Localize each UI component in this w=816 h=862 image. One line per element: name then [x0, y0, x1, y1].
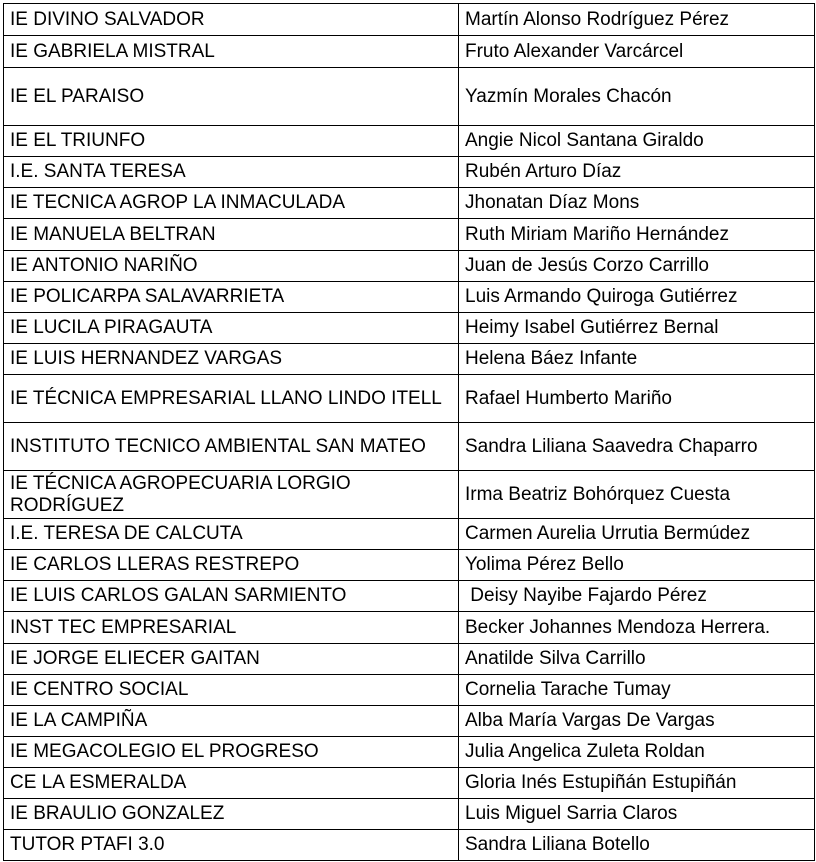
- table-row: [4, 375, 815, 423]
- person-cell: Heimy Isabel Gutiérrez Bernal: [459, 313, 815, 344]
- table-row: [4, 550, 815, 581]
- table-row: [4, 644, 815, 675]
- institution-cell: IE JORGE ELIECER GAITAN: [4, 644, 459, 675]
- institution-cell: IE DIVINO SALVADOR: [4, 4, 459, 36]
- person-cell: Sandra Liliana Saavedra Chaparro: [459, 423, 815, 471]
- assignment-table-body: [4, 4, 815, 861]
- institution-cell: IE POLICARPA SALAVARRIETA: [4, 282, 459, 313]
- institution-cell: IE TECNICA AGROP LA INMACULADA: [4, 188, 459, 219]
- person-cell: Gloria Inés Estupiñán Estupiñán: [459, 768, 815, 799]
- person-cell: Sandra Liliana Botello: [459, 830, 815, 861]
- person-cell: Yolima Pérez Bello: [459, 550, 815, 581]
- institution-cell: I.E. SANTA TERESA: [4, 157, 459, 188]
- person-cell: Alba María Vargas De Vargas: [459, 706, 815, 737]
- person-cell: Becker Johannes Mendoza Herrera.: [459, 612, 815, 644]
- table-row: [4, 612, 815, 644]
- table-row: [4, 581, 815, 612]
- institution-cell: INST TEC EMPRESARIAL: [4, 612, 459, 644]
- table-row: [4, 519, 815, 550]
- person-cell: Anatilde Silva Carrillo: [459, 644, 815, 675]
- institution-cell: IE CARLOS LLERAS RESTREPO: [4, 550, 459, 581]
- table-row: [4, 737, 815, 768]
- person-cell: Julia Angelica Zuleta Roldan: [459, 737, 815, 768]
- institution-cell: IE LUCILA PIRAGAUTA: [4, 313, 459, 344]
- institution-cell: IE CENTRO SOCIAL: [4, 675, 459, 706]
- person-cell: Irma Beatriz Bohórquez Cuesta: [459, 471, 815, 519]
- person-cell: Helena Báez Infante: [459, 344, 815, 375]
- institution-cell: IE LUIS HERNANDEZ VARGAS: [4, 344, 459, 375]
- institution-cell: IE GABRIELA MISTRAL: [4, 36, 459, 68]
- institution-cell: IE LUIS CARLOS GALAN SARMIENTO: [4, 581, 459, 612]
- person-cell: Fruto Alexander Varcárcel: [459, 36, 815, 68]
- table-row: [4, 4, 815, 36]
- institution-cell: IE EL TRIUNFO: [4, 126, 459, 157]
- person-cell: Angie Nicol Santana Giraldo: [459, 126, 815, 157]
- institution-cell: IE TÉCNICA EMPRESARIAL LLANO LINDO ITELL: [4, 375, 459, 423]
- institution-cell: IE MEGACOLEGIO EL PROGRESO: [4, 737, 459, 768]
- person-cell: Juan de Jesús Corzo Carrillo: [459, 251, 815, 282]
- table-row: [4, 313, 815, 344]
- table-row: [4, 799, 815, 830]
- institution-cell: IE LA CAMPIÑA: [4, 706, 459, 737]
- table-row: [4, 282, 815, 313]
- table-row: [4, 36, 815, 68]
- institution-cell: IE EL PARAISO: [4, 68, 459, 126]
- person-cell: Rubén Arturo Díaz: [459, 157, 815, 188]
- institution-cell: IE BRAULIO GONZALEZ: [4, 799, 459, 830]
- table-row: [4, 188, 815, 219]
- person-cell: Yazmín Morales Chacón: [459, 68, 815, 126]
- table-row: [4, 675, 815, 706]
- institution-cell: CE LA ESMERALDA: [4, 768, 459, 799]
- table-row: [4, 423, 815, 471]
- person-cell: Martín Alonso Rodríguez Pérez: [459, 4, 815, 36]
- table-row: [4, 830, 815, 861]
- person-cell: Carmen Aurelia Urrutia Bermúdez: [459, 519, 815, 550]
- institution-cell: IE MANUELA BELTRAN: [4, 219, 459, 251]
- institution-cell: TUTOR PTAFI 3.0: [4, 830, 459, 861]
- institution-cell: I.E. TERESA DE CALCUTA: [4, 519, 459, 550]
- table-row: [4, 471, 815, 519]
- table-row: [4, 768, 815, 799]
- institution-cell: INSTITUTO TECNICO AMBIENTAL SAN MATEO: [4, 423, 459, 471]
- person-cell: Rafael Humberto Mariño: [459, 375, 815, 423]
- table-row: [4, 68, 815, 126]
- assignment-table: [3, 3, 815, 861]
- person-cell: Luis Armando Quiroga Gutiérrez: [459, 282, 815, 313]
- person-cell: Ruth Miriam Mariño Hernández: [459, 219, 815, 251]
- institution-cell: IE ANTONIO NARIÑO: [4, 251, 459, 282]
- table-row: [4, 344, 815, 375]
- institution-cell: IE TÉCNICA AGROPECUARIA LORGIO RODRÍGUEZ: [4, 471, 459, 519]
- person-cell: Deisy Nayibe Fajardo Pérez: [459, 581, 815, 612]
- table-row: [4, 251, 815, 282]
- person-cell: Cornelia Tarache Tumay: [459, 675, 815, 706]
- table-row: [4, 706, 815, 737]
- person-cell: Jhonatan Díaz Mons: [459, 188, 815, 219]
- table-row: [4, 157, 815, 188]
- table-row: [4, 219, 815, 251]
- table-row: [4, 126, 815, 157]
- person-cell: Luis Miguel Sarria Claros: [459, 799, 815, 830]
